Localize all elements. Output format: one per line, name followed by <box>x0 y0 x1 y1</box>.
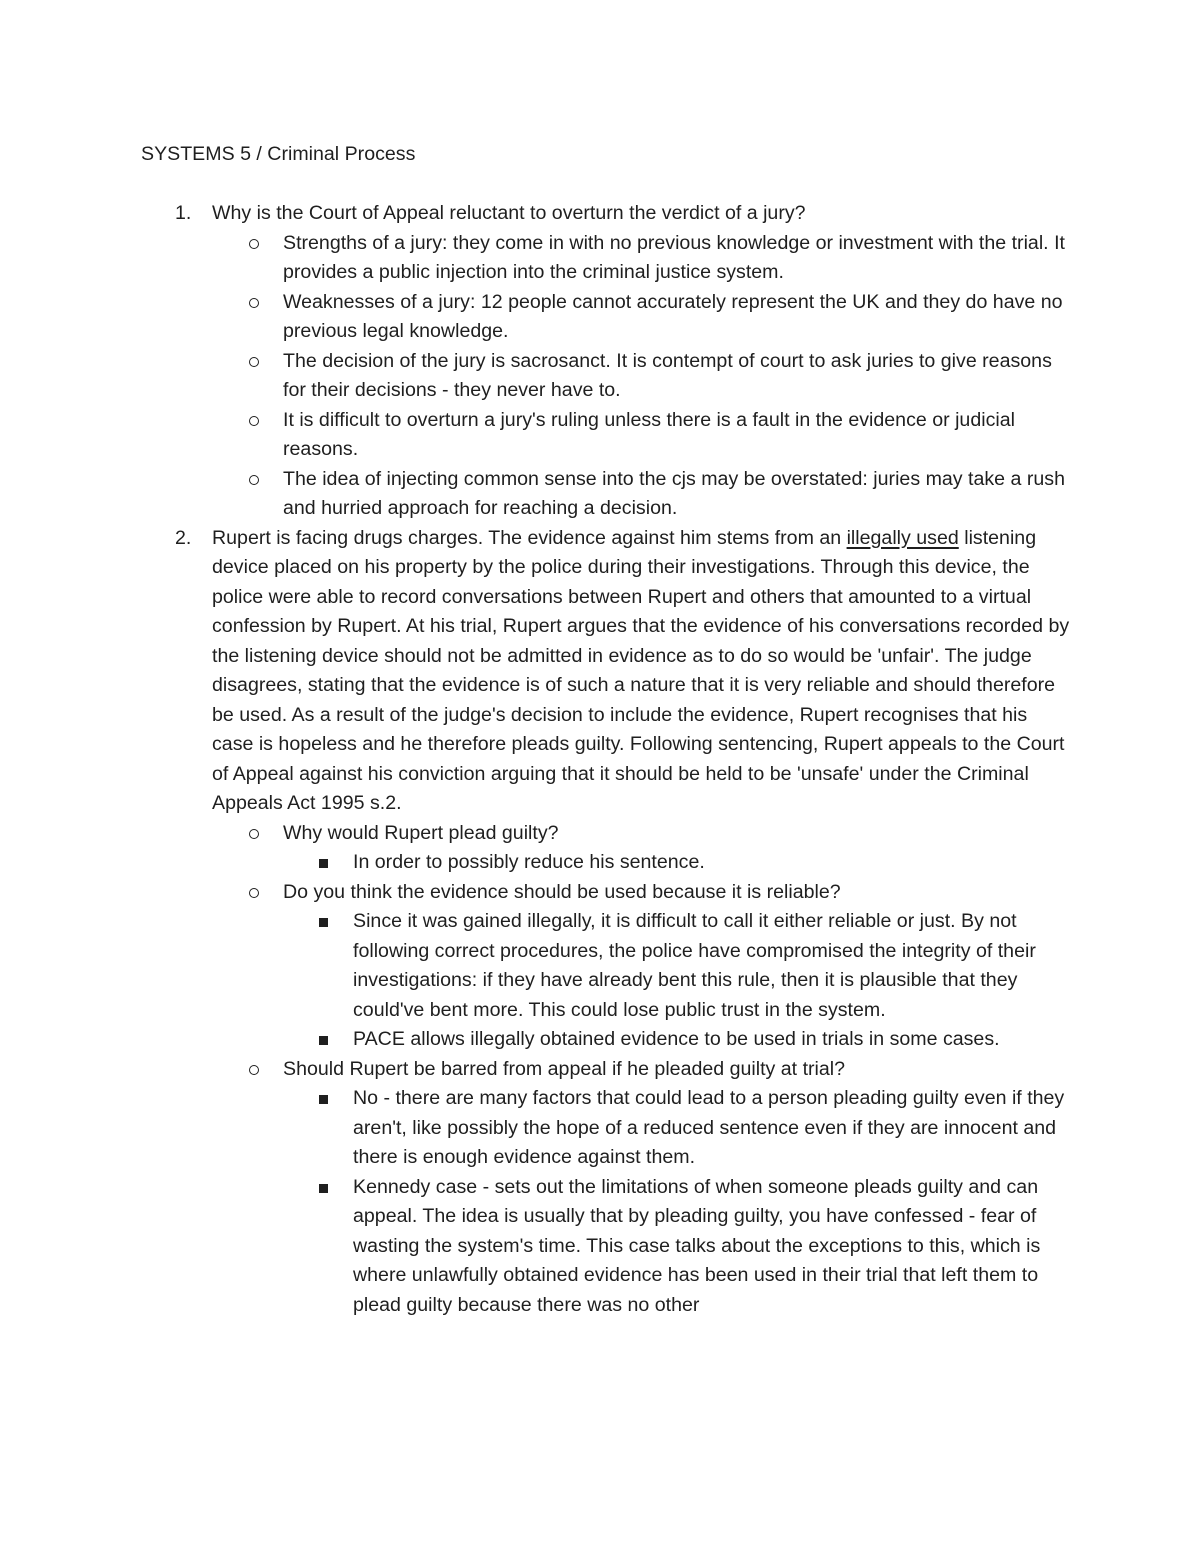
filled-square-bullet-icon <box>319 918 328 927</box>
answer-text: No - there are many factors that could lead to a person pleading guilty even if they aren't, like possibly the hope of a reduced sentence even if they are innocent and there is enough evidence against them. <box>353 1087 1065 1168</box>
question-1-text: Why is the Court of Appeal reluctant to overturn the verdict of a jury? <box>212 202 806 224</box>
filled-square-bullet-icon <box>319 1095 328 1104</box>
question-1 <box>141 199 1071 229</box>
point-text: It is difficult to overturn a jury's ruling unless there is a fault in the evidence or judicial reasons. <box>283 408 1015 460</box>
filled-square-bullet-icon <box>319 859 328 868</box>
question-2-sub-2-answer-2 <box>141 1025 1071 1055</box>
question-2-text-after: listening device placed on his property by the police during their investigations. Through this device, the police were able to record conversations between Rupert and others that amounted to a virtual confession by Rupert. At his trial, Rupert argues that the evidence of his conversations recorded by the listening device should not be admitted in evidence as to do so would be 'unfair'. The judge disagrees, stating that the evidence is of such a nature that it is very reliable and should therefore be used. As a result of the judge's decision to include the evidence, Rupert recognises that his case is hopeless and he therefore pleads guilty. Following sentencing, Rupert appeals to the Court of Appeal against his conviction arguing that it should be held to be 'unsafe' under the Criminal Appeals Act 1995 s.2. <box>212 526 1070 814</box>
question-2-sub-1-answer-1 <box>141 848 1071 878</box>
question-2-sub-3-answer-2 <box>141 1173 1071 1321</box>
question-2-sub-1 <box>141 819 1071 849</box>
hollow-circle-bullet-icon <box>249 239 259 249</box>
question-1-point-1 <box>141 229 1071 288</box>
question-2 <box>141 524 1071 819</box>
sub-question-text: Should Rupert be barred from appeal if he pleaded guilty at trial? <box>283 1057 846 1080</box>
sub-question-text: Why would Rupert plead guilty? <box>283 821 559 844</box>
hollow-circle-bullet-icon <box>249 416 259 426</box>
sub-question-text: Do you think the evidence should be used because it is reliable? <box>283 880 841 903</box>
hollow-circle-bullet-icon <box>249 888 259 898</box>
point-text: The idea of injecting common sense into the cjs may be overstated: juries may take a rush and hurried approach for reaching a decision. <box>283 467 1065 519</box>
point-text: The decision of the jury is sacrosanct. It is contempt of court to ask juries to give reasons for their decisions - they never have to. <box>283 349 1052 401</box>
point-text: Weaknesses of a jury: 12 people cannot accurately represent the UK and they do have no previous legal knowledge. <box>283 290 1063 342</box>
document-page <box>141 140 1071 1320</box>
answer-text: In order to possibly reduce his sentence. <box>353 851 705 873</box>
document-title: SYSTEMS 5 / Criminal Process <box>141 143 416 165</box>
question-1-point-2 <box>141 288 1071 347</box>
question-2-number: 2. <box>175 526 192 549</box>
question-2-sub-3-answer-1 <box>141 1084 1071 1173</box>
question-1-point-5 <box>141 465 1071 524</box>
question-2-sub-2 <box>141 878 1071 908</box>
question-2-sub-3 <box>141 1055 1071 1085</box>
answer-text: Since it was gained illegally, it is difficult to call it either reliable or just. By not following correct procedures, the police have compromised the integrity of their investigations: if they have already bent this rule, then it is plausible that they could've bent more. This could lose public trust in the system. <box>353 910 1036 1021</box>
question-1-point-4 <box>141 406 1071 465</box>
filled-square-bullet-icon <box>319 1036 328 1045</box>
answer-text: Kennedy case - sets out the limitations of when someone pleads guilty and can appeal. The idea is usually that by pleading guilty, you have confessed - fear of wasting the system's time. This case talks about the exceptions to this, which is where unlawfully obtained evidence has been used in their trial that left them to plead guilty because there was no other <box>353 1175 1041 1316</box>
answer-text: PACE allows illegally obtained evidence to be used in trials in some cases. <box>353 1028 1000 1050</box>
question-2-underlined-text: illegally used <box>846 526 959 549</box>
question-2-text-before: Rupert is facing drugs charges. The evidence against him stems from an <box>212 526 847 549</box>
question-1-point-3 <box>141 347 1071 406</box>
hollow-circle-bullet-icon <box>249 475 259 485</box>
filled-square-bullet-icon <box>319 1184 328 1193</box>
question-1-number: 1. <box>175 202 192 224</box>
hollow-circle-bullet-icon <box>249 1065 259 1075</box>
hollow-circle-bullet-icon <box>249 357 259 367</box>
point-text: Strengths of a jury: they come in with no previous knowledge or investment with the trial. It provides a public injection into the criminal justice system. <box>283 231 1065 283</box>
hollow-circle-bullet-icon <box>249 829 259 839</box>
hollow-circle-bullet-icon <box>249 298 259 308</box>
question-2-sub-2-answer-1 <box>141 907 1071 1025</box>
